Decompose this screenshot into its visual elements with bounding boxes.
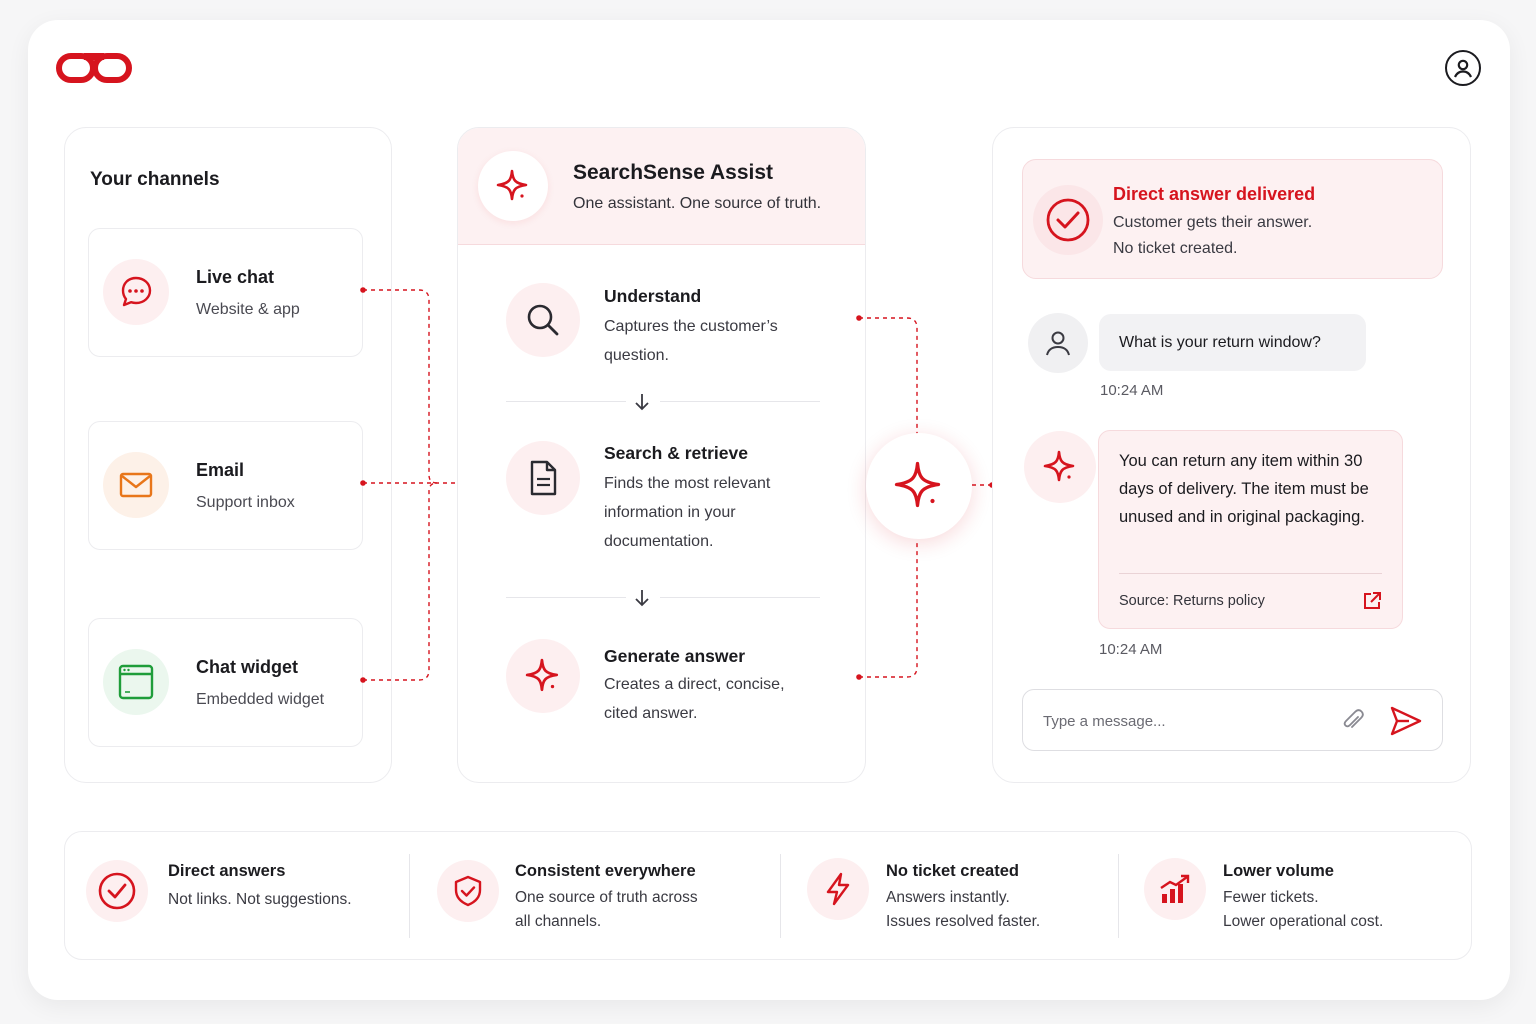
- channels-title: Your channels: [90, 169, 220, 190]
- sparkle-icon: [892, 459, 946, 513]
- result-banner: [1022, 159, 1443, 279]
- user-circle-icon[interactable]: [1445, 50, 1481, 86]
- feature-description: Not links. Not suggestions.: [168, 891, 352, 908]
- feature-divider: [409, 854, 410, 938]
- assistant-subtitle: One assistant. One source of truth.: [573, 195, 822, 212]
- check-circle-icon: [1033, 185, 1103, 255]
- paperclip-icon[interactable]: [1341, 708, 1365, 734]
- feature-title: Consistent everywhere: [515, 862, 696, 880]
- search-icon: [506, 283, 580, 357]
- assistant-header: [458, 128, 866, 245]
- channel-name: Live chat: [196, 267, 275, 287]
- step-divider: [506, 401, 626, 402]
- user-message: What is your return window?: [1099, 314, 1366, 371]
- user-icon: [1043, 328, 1073, 358]
- browser-window-icon: [103, 649, 169, 715]
- external-link-icon[interactable]: [1362, 591, 1382, 611]
- feature-description: Fewer tickets.: [1223, 889, 1319, 906]
- feature-description: One source of truth across: [515, 889, 698, 906]
- message-divider: [1119, 573, 1382, 574]
- message-input[interactable]: [1043, 708, 1333, 734]
- channel-card-email[interactable]: [88, 421, 363, 550]
- shield-check-icon: [437, 860, 499, 922]
- channel-card-live-chat[interactable]: [88, 228, 363, 357]
- step-divider: [660, 401, 820, 402]
- feature-title: Lower volume: [1223, 862, 1334, 880]
- check-circle-icon: [86, 860, 148, 922]
- step-title: Understand: [604, 286, 702, 306]
- step-title: Generate answer: [604, 646, 746, 666]
- feature-divider: [1118, 854, 1119, 938]
- arrow-down-icon: [632, 392, 652, 412]
- sparkle-icon: [478, 151, 548, 221]
- sparkle-icon: [506, 639, 580, 713]
- lightning-icon: [807, 858, 869, 920]
- assistant-title: SearchSense Assist: [573, 161, 774, 184]
- step-divider: [506, 597, 626, 598]
- chat-bubble-icon: [103, 259, 169, 325]
- envelope-icon: [103, 452, 169, 518]
- arrow-down-icon: [632, 588, 652, 608]
- feature-description: Lower operational cost.: [1223, 913, 1384, 930]
- assistant-avatar: [1024, 431, 1096, 503]
- result-title: Direct answer delivered: [1113, 184, 1316, 204]
- feature-description: Issues resolved faster.: [886, 913, 1041, 930]
- channel-card-chat-widget[interactable]: [88, 618, 363, 747]
- channel-name: Email: [196, 460, 245, 480]
- assistant-hub: [866, 433, 972, 539]
- step-divider: [660, 597, 820, 598]
- step-description: Finds the most relevant information in your documentation.: [604, 475, 771, 550]
- message-source: Source: Returns policy: [1119, 593, 1265, 609]
- send-icon[interactable]: [1389, 705, 1423, 737]
- document-icon: [506, 441, 580, 515]
- channel-subtitle: Support inbox: [196, 494, 295, 511]
- feature-title: Direct answers: [168, 862, 286, 880]
- user-avatar: [1028, 313, 1088, 373]
- sparkle-icon: [1042, 449, 1078, 485]
- link-logo-icon[interactable]: [56, 50, 132, 86]
- result-line: No ticket created.: [1113, 240, 1238, 257]
- feature-title: No ticket created: [886, 862, 1019, 880]
- feature-description: all channels.: [515, 913, 602, 930]
- feature-description: Answers instantly.: [886, 889, 1010, 906]
- channel-subtitle: Website & app: [196, 301, 300, 318]
- channel-name: Chat widget: [196, 657, 298, 677]
- message-timestamp: 10:24 AM: [1099, 641, 1163, 658]
- channel-subtitle: Embedded widget: [196, 691, 325, 708]
- assistant-message-text: You can return any item within 30 days of delivery. The item must be unused and in original packaging.: [1119, 452, 1369, 526]
- step-title: Search & retrieve: [604, 443, 748, 463]
- message-composer: [1022, 689, 1443, 751]
- message-timestamp: 10:24 AM: [1100, 382, 1164, 399]
- assistant-panel: [457, 127, 866, 783]
- bar-chart-up-icon: [1144, 858, 1206, 920]
- step-description: Captures the customer’s question.: [604, 318, 778, 364]
- step-description: Creates a direct, concise, cited answer.: [604, 676, 785, 722]
- result-line: Customer gets their answer.: [1113, 214, 1313, 231]
- assistant-message: [1098, 430, 1403, 629]
- feature-divider: [780, 854, 781, 938]
